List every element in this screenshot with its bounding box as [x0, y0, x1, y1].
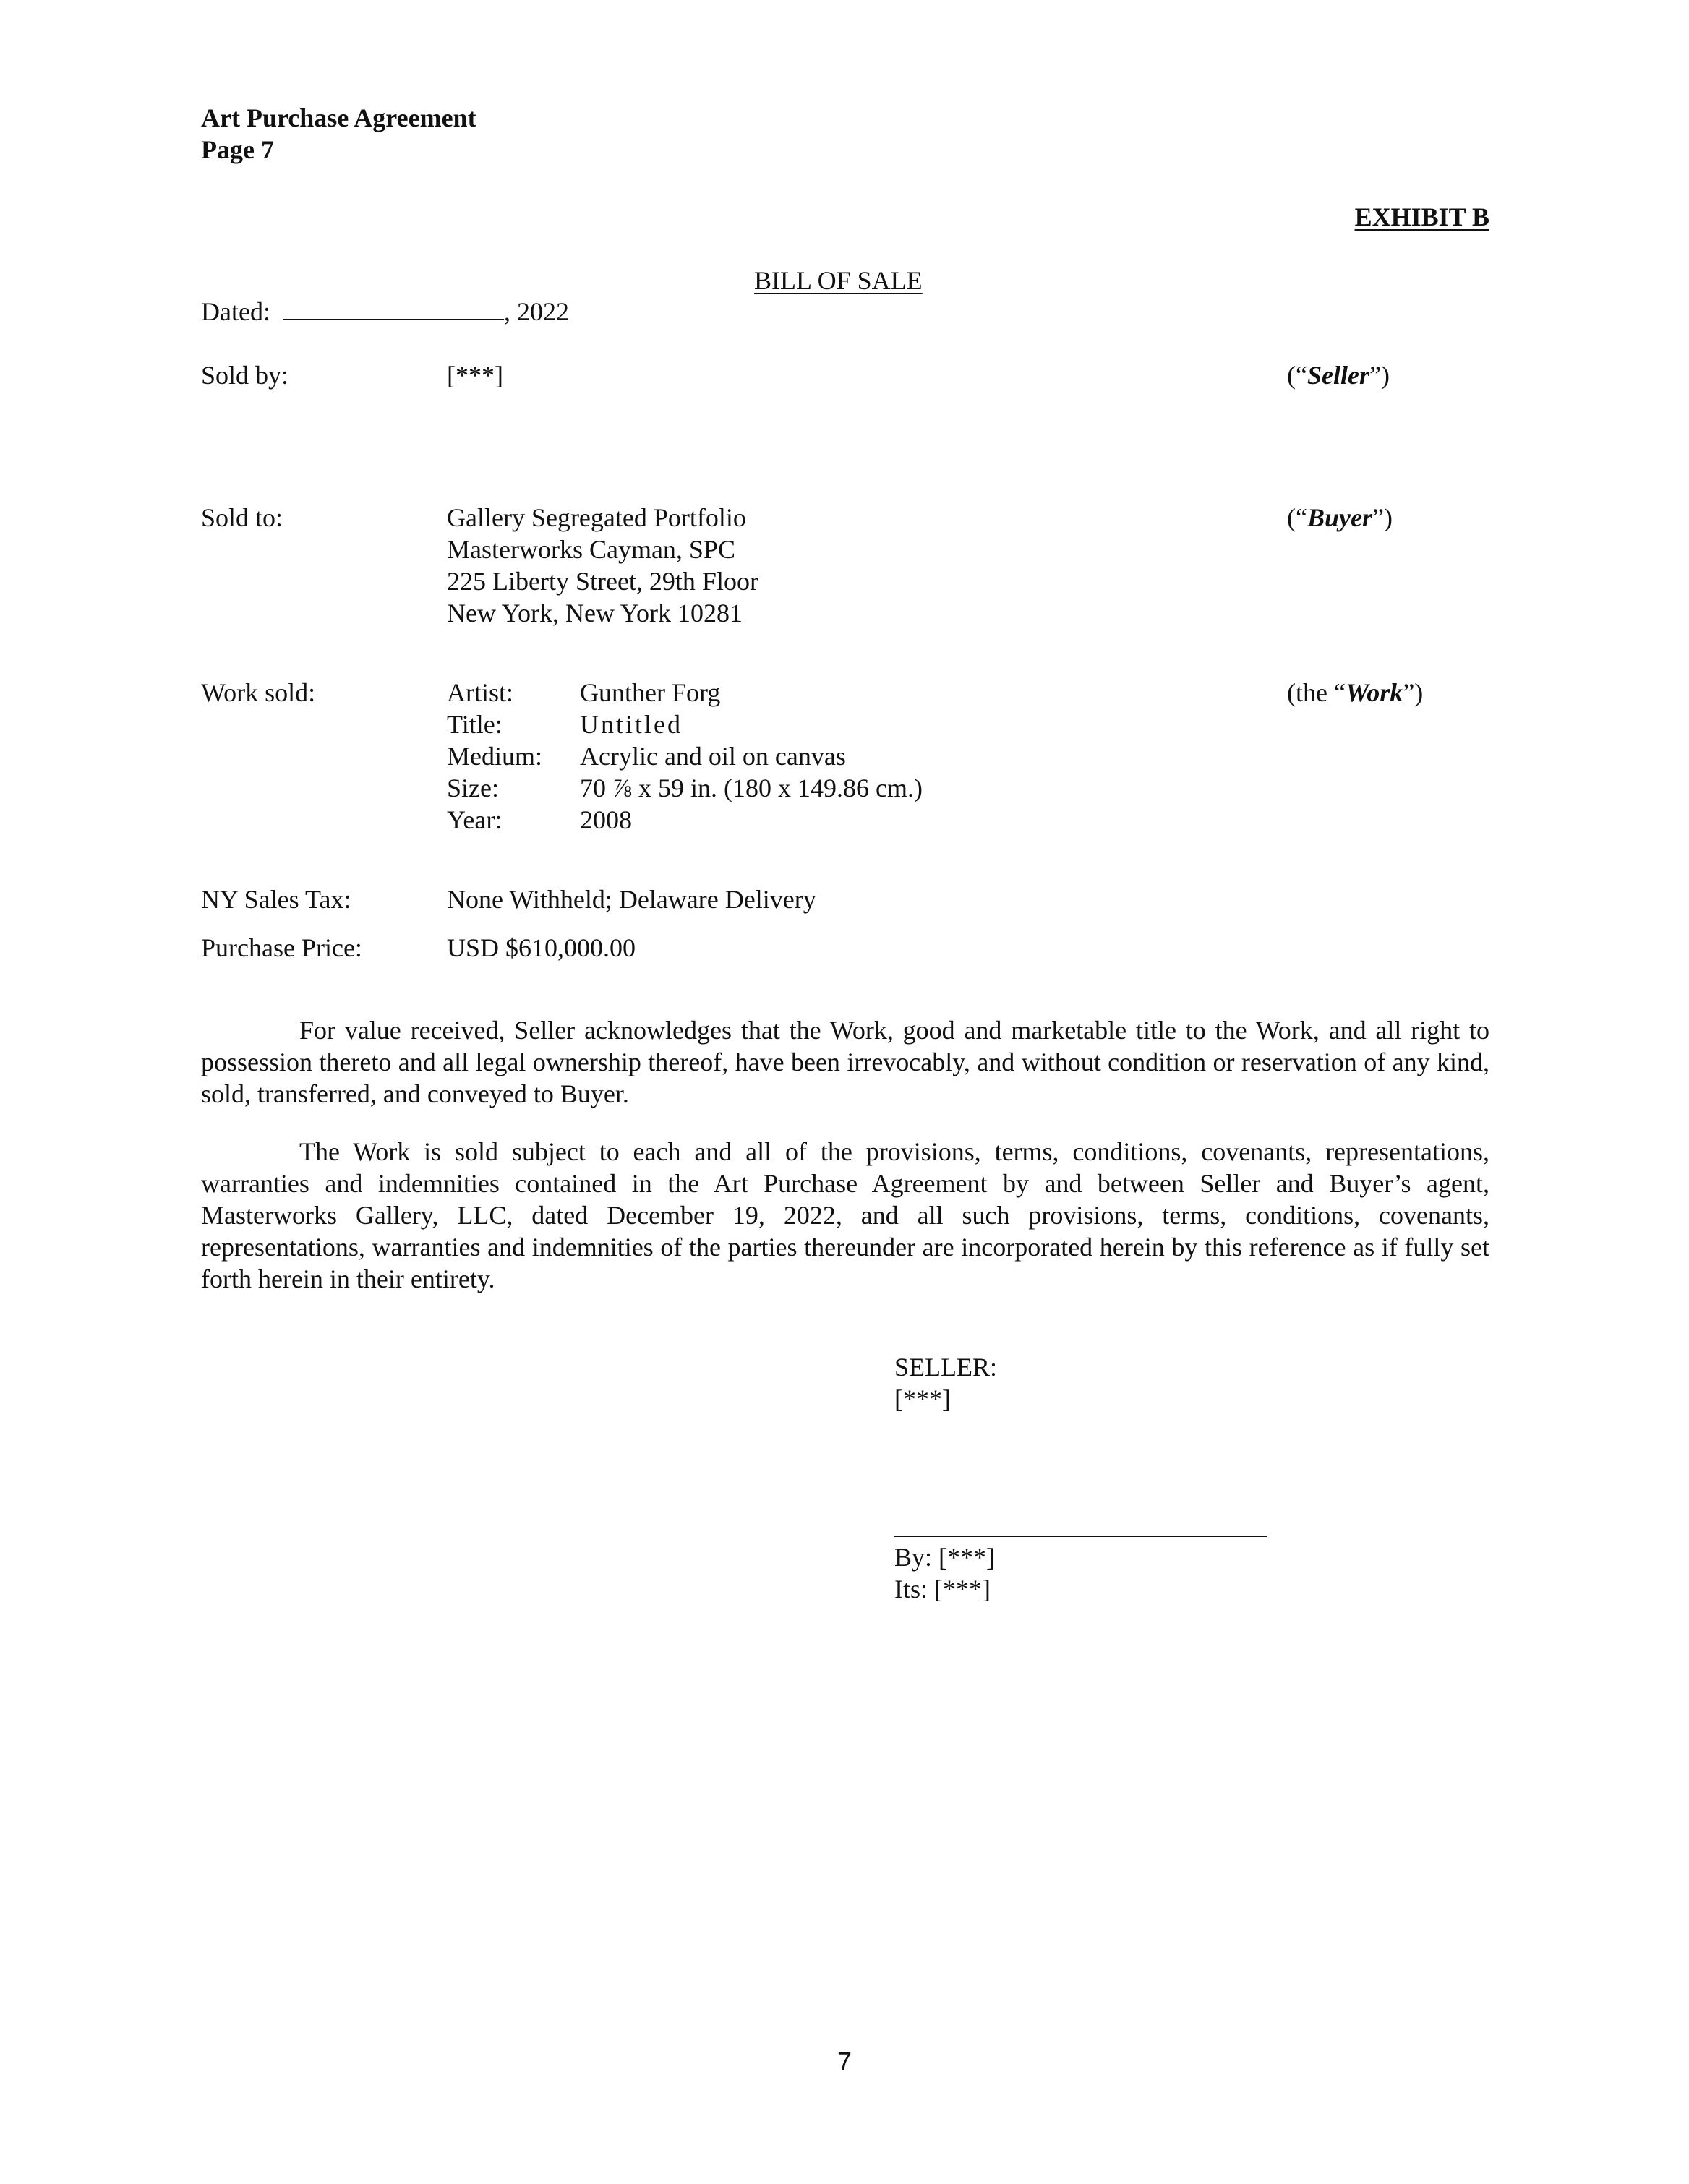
- signature-by: By: [***]: [894, 1543, 995, 1572]
- work-defined-term: (the “Work”): [1287, 678, 1424, 707]
- dated-row: [201, 296, 569, 327]
- work-title-key: Title:: [447, 710, 503, 739]
- buyer-term: Buyer: [1307, 503, 1372, 532]
- sold-to-label: Sold to:: [201, 503, 283, 532]
- exhibit-label: EXHIBIT B: [1354, 202, 1489, 231]
- document-header-page: Page 7: [201, 135, 274, 164]
- acknowledgement-paragraph: For value received, Seller acknowledges that the Work, good and marketable title to the Work, and all right to possession thereto and all legal ownership thereof, have been irrevocably, and without condition or reservation of any kind, sold, transferred, and conveyed to Buyer.: [201, 1016, 1489, 1108]
- work-term: Work: [1345, 678, 1403, 707]
- ny-sales-tax-label: NY Sales Tax:: [201, 885, 351, 914]
- buyer-defined-term: (“Buyer”): [1287, 503, 1393, 532]
- work-sold-label: Work sold:: [201, 678, 316, 707]
- work-artist-key: Artist:: [447, 678, 514, 707]
- dated-year: , 2022: [503, 297, 569, 326]
- dated-label: Dated:: [201, 297, 270, 326]
- seller-signature-heading: SELLER:: [894, 1353, 997, 1382]
- work-size-value: 70 ⅞ x 59 in. (180 x 149.86 cm.): [580, 774, 923, 802]
- purchase-price-value: USD $610,000.00: [447, 933, 636, 962]
- buyer-address-line-3: 225 Liberty Street, 29th Floor: [447, 567, 758, 596]
- work-title-value: Untitled: [580, 710, 683, 739]
- buyer-address-line-2: Masterworks Cayman, SPC: [447, 535, 735, 564]
- work-artist-value: Gunther Forg: [580, 678, 721, 707]
- seller-defined-term: (“Seller”): [1287, 361, 1390, 390]
- page-number: 7: [837, 2047, 852, 2076]
- sold-by-label: Sold by:: [201, 361, 289, 390]
- document-title: BILL OF SALE: [754, 266, 923, 295]
- work-medium-key: Medium:: [447, 742, 542, 771]
- work-medium-value: Acrylic and oil on canvas: [580, 742, 846, 771]
- work-year-value: 2008: [580, 805, 632, 834]
- work-year-key: Year:: [447, 805, 503, 834]
- work-size-key: Size:: [447, 774, 499, 802]
- purchase-price-label: Purchase Price:: [201, 933, 362, 962]
- date-blank-line: [283, 299, 504, 320]
- buyer-address-line-1: Gallery Segregated Portfolio: [447, 503, 746, 532]
- seller-term: Seller: [1307, 361, 1369, 390]
- sold-by-value: [***]: [447, 361, 503, 390]
- buyer-address-line-4: New York, New York 10281: [447, 599, 743, 628]
- signature-its: Its: [***]: [894, 1575, 991, 1603]
- document-header-title: Art Purchase Agreement: [201, 103, 476, 132]
- subject-to-paragraph: The Work is sold subject to each and all of the provisions, terms, conditions, covenants, representations, warranties and indemnities contained in the Art Purchase Agreement by and between Seller and Buyer’s agent, Masterworks Gallery, LLC, dated December 19, 2022, and all such provisions, terms, conditions, covenants, representations, warranties and indemnities of the parties thereunder are incorporated herein by this reference as if fully set forth herein in their entirety.: [201, 1137, 1489, 1293]
- seller-signature-name: [***]: [894, 1384, 951, 1413]
- ny-sales-tax-value: None Withheld; Delaware Delivery: [447, 885, 816, 914]
- signature-line: [894, 1536, 1267, 1537]
